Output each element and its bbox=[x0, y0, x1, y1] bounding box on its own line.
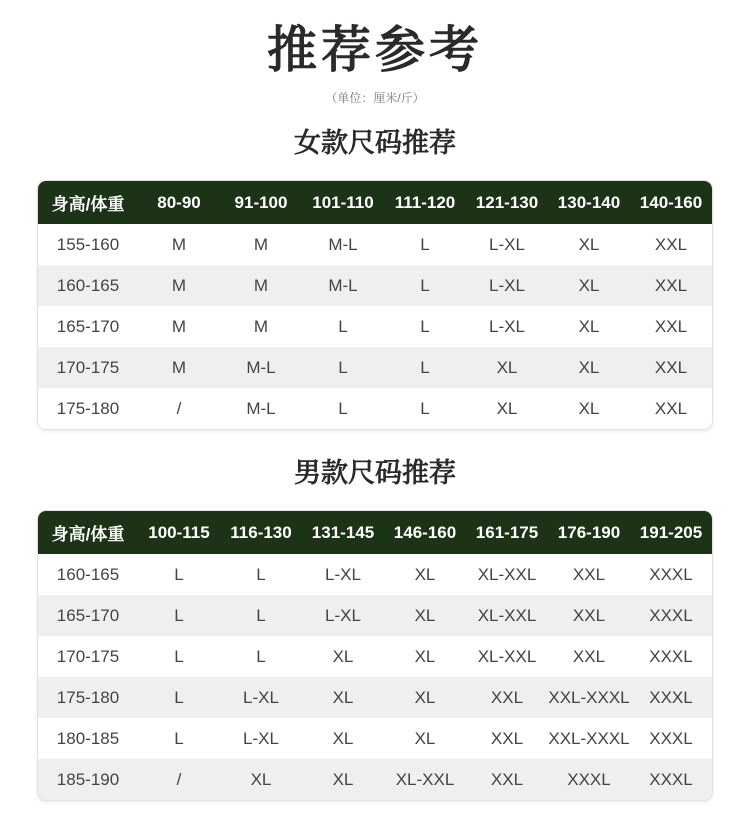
header-weight-range: 176-190 bbox=[557, 522, 621, 542]
size-cell: L bbox=[256, 646, 266, 666]
size-cell: L bbox=[256, 605, 266, 625]
size-cell: / bbox=[176, 398, 182, 418]
size-cell: L bbox=[174, 605, 184, 625]
height-range-cell: 165-170 bbox=[56, 316, 120, 336]
size-cell: XXL bbox=[572, 605, 606, 625]
header-height-weight: 身高/体重 bbox=[51, 525, 125, 544]
men-size-table bbox=[38, 511, 712, 800]
size-cell: XXL-XXXL bbox=[548, 728, 630, 748]
size-cell: XL bbox=[496, 357, 518, 377]
table-row bbox=[38, 718, 712, 759]
size-cell: M-L bbox=[328, 234, 358, 254]
header-weight-range: 111-120 bbox=[394, 192, 456, 212]
header-weight-range: 91-100 bbox=[234, 192, 288, 212]
women-size-table bbox=[38, 181, 712, 429]
height-range-cell: 175-180 bbox=[56, 687, 120, 707]
table-row bbox=[38, 595, 712, 636]
size-cell: M bbox=[171, 316, 187, 336]
size-cell: L bbox=[174, 687, 184, 707]
size-cell: XXL bbox=[572, 564, 606, 584]
size-cell: XXXL bbox=[649, 687, 693, 707]
size-cell: L-XL bbox=[489, 234, 525, 254]
header-weight-range: 140-160 bbox=[639, 192, 703, 212]
size-cell: XXL bbox=[490, 687, 524, 707]
size-cell: XXXL bbox=[567, 769, 611, 789]
size-cell: XXL bbox=[654, 398, 688, 418]
size-cell: L bbox=[420, 398, 430, 418]
table-row bbox=[38, 636, 712, 677]
size-cell: XL bbox=[578, 357, 600, 377]
size-cell: M bbox=[253, 275, 269, 295]
size-cell: XL-XXL bbox=[477, 605, 537, 625]
table-row bbox=[38, 677, 712, 718]
table-row bbox=[38, 759, 712, 800]
table-header-row bbox=[38, 181, 712, 224]
size-cell: M bbox=[171, 357, 187, 377]
size-cell: L-XL bbox=[489, 316, 525, 336]
height-range-cell: 160-165 bbox=[56, 564, 120, 584]
size-cell: L bbox=[174, 564, 184, 584]
size-cell: XL bbox=[578, 275, 600, 295]
header-weight-range: 100-115 bbox=[148, 522, 210, 542]
height-range-cell: 160-165 bbox=[56, 275, 120, 295]
table-row bbox=[38, 554, 712, 595]
size-cell: XL-XXL bbox=[477, 564, 537, 584]
size-cell: L bbox=[174, 728, 184, 748]
men-section-title: 男款尺码推荐 bbox=[294, 458, 456, 489]
table-row bbox=[38, 224, 712, 265]
height-range-cell: 155-160 bbox=[56, 234, 120, 254]
size-cell: XXL bbox=[490, 769, 524, 789]
table-header-row bbox=[38, 511, 712, 554]
size-cell: XL bbox=[332, 728, 354, 748]
size-cell: M bbox=[171, 275, 187, 295]
height-range-cell: 180-185 bbox=[56, 728, 120, 748]
size-cell: L bbox=[420, 275, 430, 295]
size-cell: XL bbox=[332, 769, 354, 789]
unit-note: （单位：厘米/斤） bbox=[325, 91, 425, 105]
size-cell: XL bbox=[578, 234, 600, 254]
size-cell: L-XL bbox=[325, 605, 361, 625]
size-cell: XXL bbox=[654, 275, 688, 295]
size-cell: M-L bbox=[246, 398, 276, 418]
header-weight-range: 80-90 bbox=[157, 192, 201, 212]
size-cell: XL bbox=[496, 398, 518, 418]
size-cell: L bbox=[420, 316, 430, 336]
header-height-weight: 身高/体重 bbox=[51, 195, 125, 214]
size-cell: XXL bbox=[654, 234, 688, 254]
header-weight-range: 116-130 bbox=[230, 522, 292, 542]
size-cell: L bbox=[338, 398, 348, 418]
size-cell: XXXL bbox=[649, 605, 693, 625]
size-cell: L bbox=[174, 646, 184, 666]
size-cell: XL bbox=[332, 687, 354, 707]
size-cell: L bbox=[256, 564, 266, 584]
table-row bbox=[38, 347, 712, 388]
size-cell: XL bbox=[578, 398, 600, 418]
size-cell: XL bbox=[332, 646, 354, 666]
size-cell: XL bbox=[414, 728, 436, 748]
size-cell: XXL bbox=[654, 316, 688, 336]
table-row bbox=[38, 306, 712, 347]
size-cell: XL bbox=[414, 605, 436, 625]
header-weight-range: 161-175 bbox=[475, 522, 539, 542]
size-cell: XXXL bbox=[649, 646, 693, 666]
header-weight-range: 146-160 bbox=[393, 522, 457, 542]
size-cell: M bbox=[253, 316, 269, 336]
size-cell: M-L bbox=[328, 275, 358, 295]
size-cell: / bbox=[176, 769, 182, 789]
size-cell: L bbox=[338, 357, 348, 377]
size-cell: XXL bbox=[654, 357, 688, 377]
size-cell: XXXL bbox=[649, 728, 693, 748]
size-cell: L bbox=[420, 357, 430, 377]
height-range-cell: 170-175 bbox=[56, 646, 120, 666]
page-title: 推荐参考 bbox=[267, 20, 483, 79]
size-cell: XXL bbox=[572, 646, 606, 666]
table-row bbox=[38, 388, 712, 429]
height-range-cell: 185-190 bbox=[56, 769, 120, 789]
size-cell: XXXL bbox=[649, 564, 693, 584]
size-cell: XXXL bbox=[649, 769, 693, 789]
size-cell: M bbox=[171, 234, 187, 254]
size-cell: L-XL bbox=[489, 275, 525, 295]
table-row bbox=[38, 265, 712, 306]
header-weight-range: 191-205 bbox=[639, 522, 703, 542]
size-cell: XL bbox=[414, 646, 436, 666]
women-section-title: 女款尺码推荐 bbox=[294, 128, 456, 159]
size-cell: M-L bbox=[246, 357, 276, 377]
header-weight-range: 101-110 bbox=[312, 192, 374, 212]
size-cell: XL bbox=[578, 316, 600, 336]
size-cell: L-XL bbox=[243, 687, 279, 707]
height-range-cell: 165-170 bbox=[56, 605, 120, 625]
size-cell: L-XL bbox=[243, 728, 279, 748]
header-weight-range: 121-130 bbox=[475, 192, 539, 212]
height-range-cell: 170-175 bbox=[56, 357, 120, 377]
height-range-cell: 175-180 bbox=[56, 398, 120, 418]
size-cell: XL bbox=[414, 564, 436, 584]
size-cell: XL-XXL bbox=[395, 769, 455, 789]
size-cell: XL bbox=[414, 687, 436, 707]
size-cell: XL-XXL bbox=[477, 646, 537, 666]
size-cell: M bbox=[253, 234, 269, 254]
size-cell: L-XL bbox=[325, 564, 361, 584]
size-cell: L bbox=[338, 316, 348, 336]
header-weight-range: 130-140 bbox=[557, 192, 621, 212]
size-cell: XL bbox=[250, 769, 272, 789]
size-cell: L bbox=[420, 234, 430, 254]
header-weight-range: 131-145 bbox=[311, 522, 375, 542]
size-cell: XXL bbox=[490, 728, 524, 748]
size-cell: XXL-XXXL bbox=[548, 687, 630, 707]
